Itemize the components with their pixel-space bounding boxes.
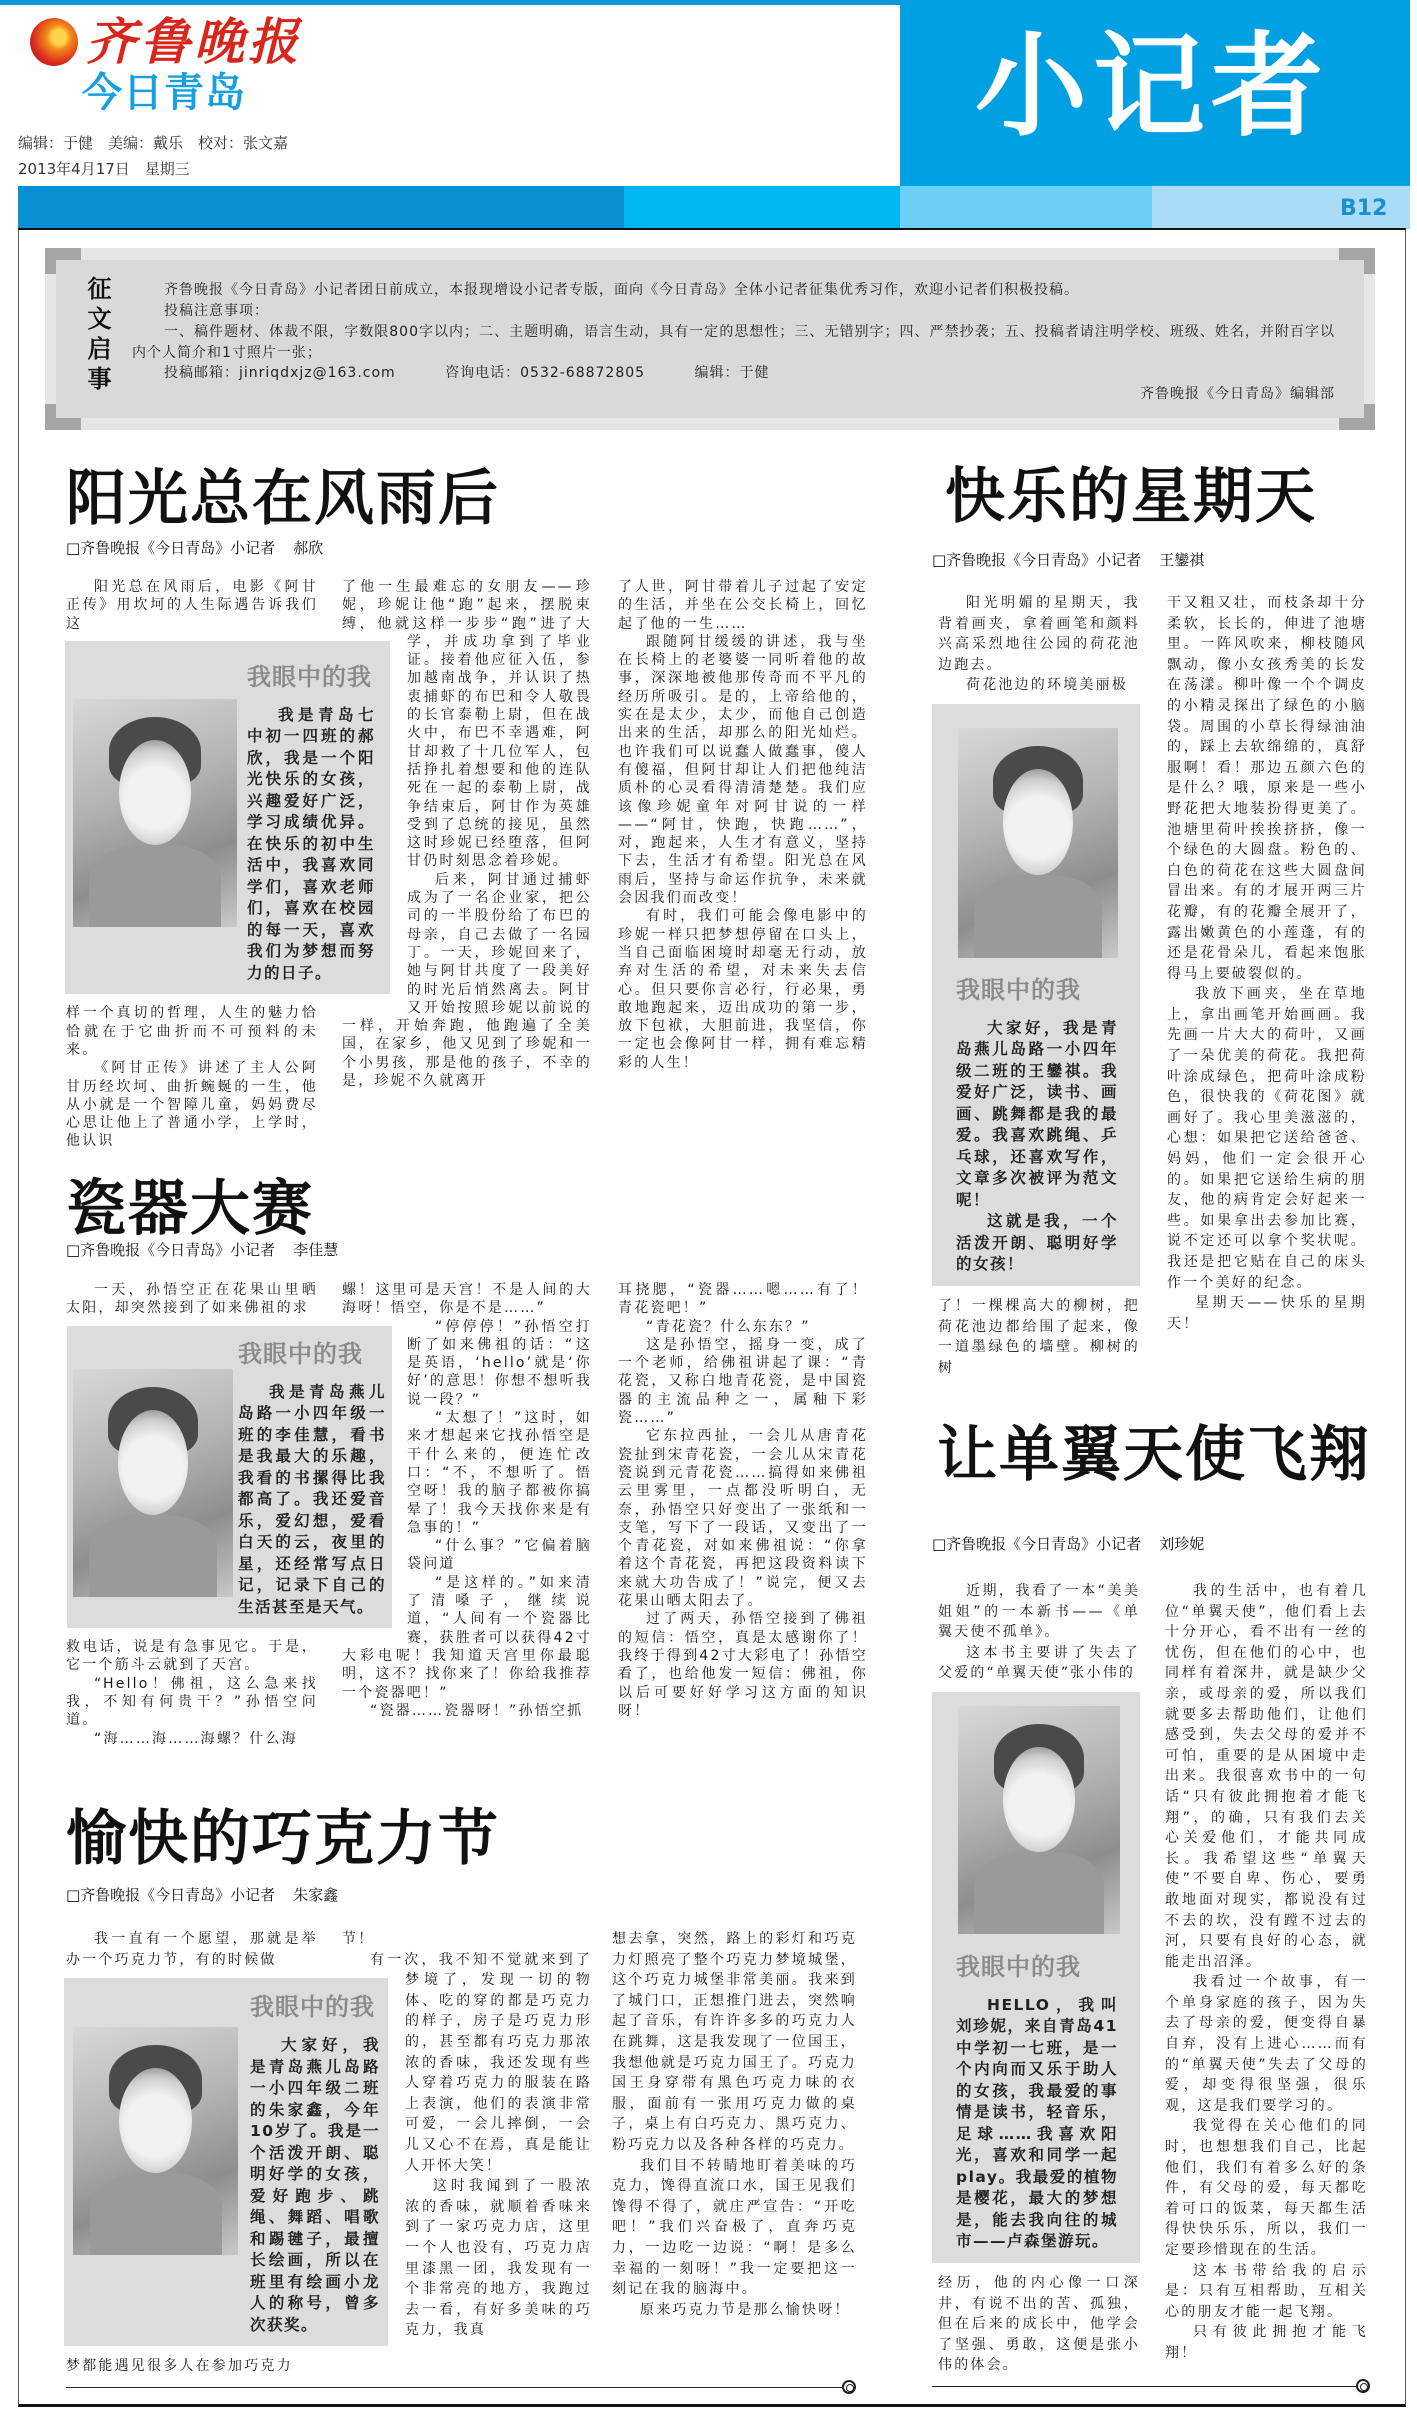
profile-heading: 我眼中的我: [956, 1952, 1081, 1981]
profile-paragraph: 我是青岛燕儿岛路一小四年级一班的李佳慧，看书是我最大的乐趣，我看的书摞得比我都高了。我还爱音乐，爱幻想，爱看白天的云，夜里的星，还经常写点日记，记录下自己的生活甚至是天气。: [238, 1382, 386, 1616]
layout-spacer: [342, 1324, 407, 1639]
paragraph: 我放下画夹，坐在草地上，拿出画笔开始画画。我先画一片大大的荷叶，又画了一朵优美的荷花。我把荷叶涂成绿色，把荷叶涂成粉色，很快我的《荷花图》就画好了。我心里美滋滋的，心想：如果把它送给爸爸、妈妈，他们一定会很开心的。如果把它送给生病的朋友，他的病肯定会好起来一些。如果拿出去参加比赛，说不定还可以拿个奖状呢。我还是把它贴在自己的床头作一个美好的纪念。: [1167, 986, 1367, 1291]
profile-paragraph: 这就是我，一个活泼开朗、聪明好学的女孩！: [956, 1212, 1118, 1274]
article-byline: [66, 539, 323, 557]
newspaper-logo: [30, 12, 302, 72]
paragraph: “停停停！”孙悟空打断了如来佛祖的话：“这是英语，‘hello’就是‘你好’的意思！你想不想听我说一段？”: [407, 1318, 592, 1408]
article-title: 快乐的星期天: [945, 462, 1317, 532]
paragraph: “海……海……海螺？什么海: [94, 1730, 298, 1747]
paragraph: “青花瓷？什么东东？”: [646, 1318, 811, 1335]
paragraph: 《阿甘正传》讲述了主人公阿甘历经坎坷、曲折蜿蜒的一生，他从小就是一个智障儿童，妈妈费尽心思让他上了普通小学，上学时，他认识: [66, 1060, 318, 1150]
profile-text: [956, 1995, 1118, 2253]
author-photo: [958, 1706, 1120, 1934]
paragraph: 一天，孙悟空正在花果山里晒太阳，却突然接到了如来佛祖的求: [66, 1282, 318, 1317]
profile-paragraph: 我是青岛七中初一四班的郝欣，我是一个阳光快乐的女孩，兴趣爱好广泛，学习成绩优异。在快乐的初中生活中，我喜欢同学们，喜欢老师们，喜欢在校园的每一天，喜欢我们为梦想而努力的日子。: [247, 705, 375, 982]
paragraph: 我们目不转睛地盯着美味的巧克力，馋得直流口水，国王见我们馋得不得了，就庄严宣告：“开吃吧！”我们兴奋极了，直奔巧克力，一边吃一边说：“啊！是多么幸福的一刻呀！”我一定要把这一刻记在我的脑海中。: [612, 2157, 857, 2298]
paragraph: 近期，我看了一本“美美姐姐”的一本新书——《单翼天使不孤单》。: [938, 1583, 1140, 1641]
byline-prefix: □齐鲁晚报《今日青岛》小记者: [932, 551, 1142, 569]
profile-paragraph: 大家好，我是青岛燕儿岛路一小四年级二班的朱家鑫，今年10岁了。我是一个活泼开朗、聪明好学的女孩，爱好跑步、跳绳、舞蹈、唱歌和踢毽子，最擅长绘画，所以在班里有绘画小龙人的称号，曾多次获奖。: [250, 2036, 380, 2334]
article-title: 愉快的巧克力节: [66, 1804, 500, 1874]
paragraph: 这本书主要讲了失去了父爱的“单翼天使”张小伟的: [938, 1644, 1140, 1682]
notice-heading: 征文启事: [83, 276, 111, 396]
article-column: [342, 1281, 592, 1720]
paragraph: 有一次，我不知不觉就来到了梦境了，发现一切的物体、吃的穿的都是巧克力的样子，房子是巧克力形的，甚至都有巧克力那浓浓的香味，我还发现有些人穿着巧克力的服装在路上表演，他们的表演非常可爱，一会儿摔倒，一会儿又心不在焉，真是能让人开怀大笑！: [370, 1951, 592, 2174]
layout-spacer: [342, 1976, 405, 2356]
end-mark-icon: [842, 2380, 856, 2394]
byline-author: 李佳慧: [293, 1241, 339, 1259]
profile-paragraph: HELLO，我叫刘珍妮，来自青岛41中学初一七班，是一个内向而又乐于助人的女孩，我最爱的事情是读书，轻音乐，足球……我喜欢阳光，喜欢和同学一起play。我最爱的植物是樱花，最大的梦想是，能去我向往的城市——卢森堡游玩。: [956, 1995, 1118, 2251]
submission-email[interactable]: 投稿邮箱：jinriqdxjz@163.com: [164, 365, 396, 381]
paragraph: 螺！这里可是天宫！不是人间的大海呀！悟空，你是不是……”: [342, 1282, 592, 1317]
article-byline: [66, 1241, 338, 1259]
inquiry-phone: 咨询电话：0532-68872805: [445, 365, 646, 381]
byline-author: 朱家鑫: [293, 1886, 339, 1904]
paragraph: 样一个真切的哲理，人生的魅力恰恰就在于它曲折而不可预料的未来。: [66, 1005, 318, 1058]
author-profile-box: [64, 1978, 388, 2346]
byline-author: 郝欣: [293, 539, 324, 557]
staff-credits: 编辑：于健 美编：戴乐 校对：张文嘉: [18, 134, 289, 152]
paragraph: 我觉得在关心他们的同时，也想想我们自己，比起他们，我们有着多么好的条件，有父母的爱，每天都吃着可口的饭菜，每天都生活得快快乐乐，所以，我们一定要珍惜现在的生活。: [1165, 2118, 1368, 2258]
paragraph: 经历，他的内心像一口深井，有说不出的苦、孤独，但在后来的成长中，他学会了坚强、勇敢，这便是张小伟的体会。: [938, 2274, 1140, 2374]
bottom-rule: [932, 2386, 1356, 2387]
article-column: [66, 1281, 386, 1748]
paragraph: 这本书带给我的启示是：只有互相帮助，互相关心的朋友才能一起飞翔。: [1165, 2262, 1368, 2320]
logo-text: 齐鲁晚报: [86, 12, 302, 71]
notice-editor: 编辑：于健: [694, 365, 770, 381]
paragraph: 只有彼此拥抱才能飞翔！: [1165, 2324, 1368, 2361]
paragraph: 了人世，阿甘带着儿子过起了安定的生活，并坐在公交长椅上，回忆起了他的一生……: [618, 579, 868, 632]
profile-heading: 我眼中的我: [956, 975, 1081, 1004]
paragraph: 了！一棵棵高大的柳树，把荷花池边都给围了起来，像一道墨绿色的墙壁。柳树的树: [938, 1297, 1140, 1376]
byline-prefix: □齐鲁晚报《今日青岛》小记者: [66, 1886, 276, 1904]
profile-heading: 我眼中的我: [238, 1339, 363, 1368]
paragraph: 救电话，说是有急事见它。于是，它一个筋斗云就到了天宫。: [66, 1639, 318, 1674]
paragraph: 节！: [342, 1931, 375, 1947]
bottom-rule: [66, 2387, 842, 2388]
paragraph: 我一直有一个愿望，那就是举办一个巧克力节，有的时候做: [66, 1931, 318, 1968]
paragraph: 想去拿，突然，路上的彩灯和巧克力灯照亮了整个巧克力梦境城堡，这个巧克力城堡非常美丽。我来到了城门口，正想推门进去，突然响起了音乐，有许许多多的巧克力人在跳舞，这是我发现了一位国王，我想他就是巧克力国王了。巧克力国王身穿带有黑色巧克力味的衣服，面前有一张用巧克力做的桌子，桌上有白巧克力、黑巧克力、粉巧克力以及各种各样的巧克力。: [612, 1931, 857, 2153]
paragraph: 这时我闻到了一股浓浓的香味，就顺着香味来到了一家巧克力店，这里一个人也没有，巧克力店里漆黑一团，我发现有一个非常亮的地方，我跑过去一看，有好多美味的巧克力，我真: [405, 2178, 592, 2339]
layout-spacer: [342, 639, 407, 1005]
author-profile-box: [932, 704, 1140, 1286]
paragraph: 阳光总在风雨后，电影《阿甘正传》用坎坷的人生际遇告诉我们这: [66, 579, 318, 632]
notice-contact: [164, 363, 814, 384]
end-mark-icon: [1356, 2379, 1370, 2393]
article-byline: [932, 551, 1204, 569]
notice-rules: 一、稿件题材、体裁不限，字数限800字以内；二、主题明确，语言生动，具有一定的思想性；三、无错别字；四、严禁抄袭；五、投稿者请注明学校、班级、姓名，并附百字以内个人简介和1寸照片一张；: [132, 324, 1335, 361]
article-column: [66, 578, 375, 1151]
article-title: 瓷器大赛: [66, 1174, 314, 1244]
byline-author: 刘珍妮: [1159, 1535, 1205, 1553]
photo-shape: [90, 2173, 222, 2255]
article-title: 让单翼天使飞翔: [937, 1420, 1371, 1490]
article-byline: [66, 1886, 338, 1904]
edition-name: 今日青岛: [82, 70, 246, 116]
issue-date: 2013年4月17日 星期三: [18, 160, 190, 178]
notice-rules-label: 投稿注意事项：: [164, 303, 269, 319]
paragraph: 星期天——快乐的星期天！: [1167, 1295, 1367, 1332]
photo-shape: [974, 1852, 1104, 1934]
article-column: [938, 1581, 1140, 2376]
header-band: [18, 186, 624, 229]
paragraph: 这是孙悟空，摇身一变，成了一个老师，给佛祖讲起了课：“青花瓷，又称白地青花瓷，是中国瓷器的主流品种之一，属釉下彩瓷……”: [618, 1336, 868, 1427]
photo-shape: [89, 845, 220, 927]
photo-shape: [89, 1515, 217, 1597]
paragraph: “什么事？”它偏着脑袋问道: [407, 1538, 592, 1573]
paragraph: 我看过一个故事，有一个单身家庭的孩子，因为失去了母亲的爱，便变得自暴自弃，没有上进心……而有的“单翼天使”失去了父母的爱，却变得很坚强，很乐观，这是我们要学习的。: [1165, 1974, 1368, 2114]
photo-shape: [1003, 1747, 1074, 1852]
photo-shape: [1003, 769, 1073, 875]
photo-shape: [119, 2068, 192, 2173]
profile-paragraph: 大家好，我是青岛燕儿岛路一小四年级二班的王鑾祺。我爱好广泛，读书、画画、跳舞都是我的最爱。我喜欢跳绳、乒乓球，还喜欢写作，文章多次被评为范文呢！: [956, 1018, 1118, 1209]
photo-shape: [119, 740, 191, 845]
paragraph: 干又粗又壮，而枝条却十分柔软，长长的，伸进了池塘里。一阵风吹来，柳枝随风飘动，像小女孩秀美的长发在荡漾。柳叶像一个个调皮的小精灵探出了绿色的小脑袋。周围的小草长得绿油油的，踩上去软绵绵的，真舒服啊！看！那边五颜六色的是什么？哦，原来是一些小野花把大地装扮得更美了。池塘里荷叶挨挨挤挤，像一个绿色的大圆盘。粉色的、白色的荷花在这些大圆盘间冒出来。有的才展开两三片花瓣，有的花瓣全展开了，露出嫩黄色的小莲蓬，有的还是花骨朵儿，看起来饱胀得马上要破裂似的。: [1167, 595, 1367, 982]
author-photo: [73, 699, 237, 927]
paragraph: 原来巧克力节是那么愉快呀！: [640, 2301, 851, 2318]
author-photo: [73, 1369, 233, 1597]
article-column: [612, 1929, 857, 2320]
author-photo: [958, 728, 1118, 958]
article-column: [938, 593, 1140, 1378]
paragraph: 过了两天，孙悟空接到了佛祖的短信：悟空，真是太感谢你了！我终于得到42寸大彩电了！孙悟空看了，也给他发一短信：佛祖，你以后可要好好学习这方面的知识呀！: [618, 1611, 868, 1719]
article-column: [1167, 593, 1367, 1334]
article-column: [342, 1929, 592, 2356]
header-band: [900, 186, 1152, 229]
article-column: [618, 578, 868, 1072]
article-column: [66, 1929, 380, 2377]
paragraph: 梦都能遇见很多人在参加巧克力: [66, 2358, 293, 2375]
paragraph: 有时，我们可能会像电影中的珍妮一样只把梦想停留在口头上，当自己面临困境时却毫无行动，放弃对生活的希望，对未来失去信心。但只要你言必行，行必果，勇敢地跑起来，迈出成功的第一步，放下包袱，大胆前进，我坚信，你一定也会像阿甘一样，拥有难忘精彩的人生！: [618, 908, 868, 1071]
article-column: [618, 1281, 868, 1720]
profile-text: [956, 1018, 1118, 1276]
article-byline: [932, 1535, 1204, 1553]
paragraph: “Hello！佛祖，这么急来找我，不知有何贵干？”孙悟空问道。: [66, 1675, 318, 1729]
paragraph: “太想了！”这时，如来才想起来它找孙悟空是干什么来的，便连忙改口：“不，不想听了。悟空呀！我的脑子都被你搞晕了！我今天找你来是有急事的！”: [407, 1410, 592, 1536]
photo-shape: [118, 1410, 188, 1515]
article-column: [342, 578, 592, 1090]
header-band: [624, 186, 900, 229]
paragraph: “是这样的。”如来清了清嗓子，继续说道，“人间有一个瓷器比赛，获胜者可以获得42寸大彩电呢！我知道天宫里你最聪明，这不？找你来了！你给我推荐一个瓷器吧！”: [342, 1574, 592, 1701]
page-number: B12: [1340, 196, 1388, 221]
paragraph: 阳光明媚的星期天，我背着画夹，拿着画笔和颜料兴高采烈地往公园的荷花池边跑去。: [938, 595, 1140, 673]
author-photo: [73, 2027, 238, 2255]
article-title: 阳光总在风雨后: [66, 464, 500, 534]
article-column: [1165, 1581, 1368, 2364]
paragraph: 我的生活中，也有着几位“单翼天使”，他们看上去十分开心，看不出有一丝的忧伤，但在他们的心中，也同样有着深井，就是缺少父亲，或母亲的爱，所以我们就要多去帮助他们，让他们感受到，失去父母的爱并不可怕，重要的是从困境中走出来。我很喜欢书中的一句话“只有彼此拥抱着才能飞翔”，的确，只有我们去关心关爱他们，才能共同成长。我希望这些“单翼天使”不要自卑、伤心，要勇敢地面对现实，都说没有过不去的坎，没有蹚不过去的河，只要有良好的心态，就能走出沼泽。: [1165, 1583, 1368, 1970]
byline-prefix: □齐鲁晚报《今日青岛》小记者: [66, 539, 276, 557]
section-title: 小记者: [975, 22, 1329, 152]
notice-signature: 齐鲁晚报《今日青岛》编辑部: [1140, 386, 1335, 402]
paragraph: 后来，阿甘通过捕虾成为了一名企业家，把公司的一半股份给了布巴的母亲，自己去做了一名园丁。一天，珍妮回来了，她与阿甘共度了一段美好的时光后悄然离去。阿甘又开始按照珍妮以前说的一样，开始奔跑，他跑遍了全美国，在家乡，他又见到了珍妮和一个小男孩，那是他的孩子，不幸的是，珍妮不久就离开: [342, 871, 592, 1090]
paragraph: “瓷器……瓷器呀！”孙悟空抓: [370, 1702, 584, 1719]
author-profile-box: [932, 1692, 1140, 2263]
paragraph: 荷花池边的环境美丽极: [966, 677, 1128, 694]
byline-prefix: □齐鲁晚报《今日青岛》小记者: [932, 1535, 1142, 1553]
notice-intro: 齐鲁晚报《今日青岛》小记者团日前成立，本报现增设小记者专版，面向《今日青岛》全体小记者征集优秀习作，欢迎小记者们积极投稿。: [164, 282, 1079, 298]
paragraph: 它东拉西扯，一会儿从唐青花瓷扯到宋青花瓷，一会儿从宋青花瓷说到元青花瓷……搞得如来佛祖云里雾里，一点都没听明白，无奈，孙悟空只好变出了一张纸和一支笔，写下了一段话，又变出了一个青花瓷，对如来佛祖说：“你拿着这个青花瓷，再把这段资料读下来就大功告成了！”说完，便又去花果山晒太阳去了。: [618, 1428, 868, 1610]
paragraph: 了他一生最难忘的女朋友——珍妮，珍妮让他“跑”起来，摆脱束缚，他就这样一步步“跑”进了大学，并成功拿到了毕业证。接着他应征入伍，参加越南战争，并认识了热衷捕虾的布巴和令人敬畏的长官泰勒上尉，但在战火中，布巴不幸遇难，阿甘却救了十几位军人，包括挣扎着想要和他的连队死在一起的泰勒上尉，战争结束后，阿甘作为英雄受到了总统的接见，虽然这时珍妮已经堕落，但阿甘仍时刻思念着珍妮。: [342, 579, 592, 870]
byline-prefix: □齐鲁晚报《今日青岛》小记者: [66, 1241, 276, 1259]
paragraph: 跟随阿甘缓缓的讲述，我与坐在长椅上的老婆婆一同听着他的故事，深深地被他那传奇而不平凡的经历所吸引。是的，上帝给他的，实在是太少，太少，而他自己创造出来的生活，却那么的阳光灿烂。也许我们可以说蠢人做蠢事，傻人有傻福，但阿甘却让人们把他纯洁质朴的心灵看得清清楚楚。我们应该像珍妮童年对阿甘说的一样——“阿甘，快跑，快跑……”，对，跑起来，人生才有意义，坚持下去，生活才有希望。阳光总在风雨后，坚持与命运作抗争，未来就会因我们而改变！: [618, 633, 868, 907]
byline-author: 王鑾祺: [1159, 551, 1205, 569]
profile-heading: 我眼中的我: [247, 662, 372, 691]
paragraph: 耳挠腮，“瓷器……嗯……有了！青花瓷吧！”: [618, 1282, 868, 1317]
profile-heading: 我眼中的我: [250, 1993, 375, 2022]
photo-shape: [974, 875, 1102, 958]
